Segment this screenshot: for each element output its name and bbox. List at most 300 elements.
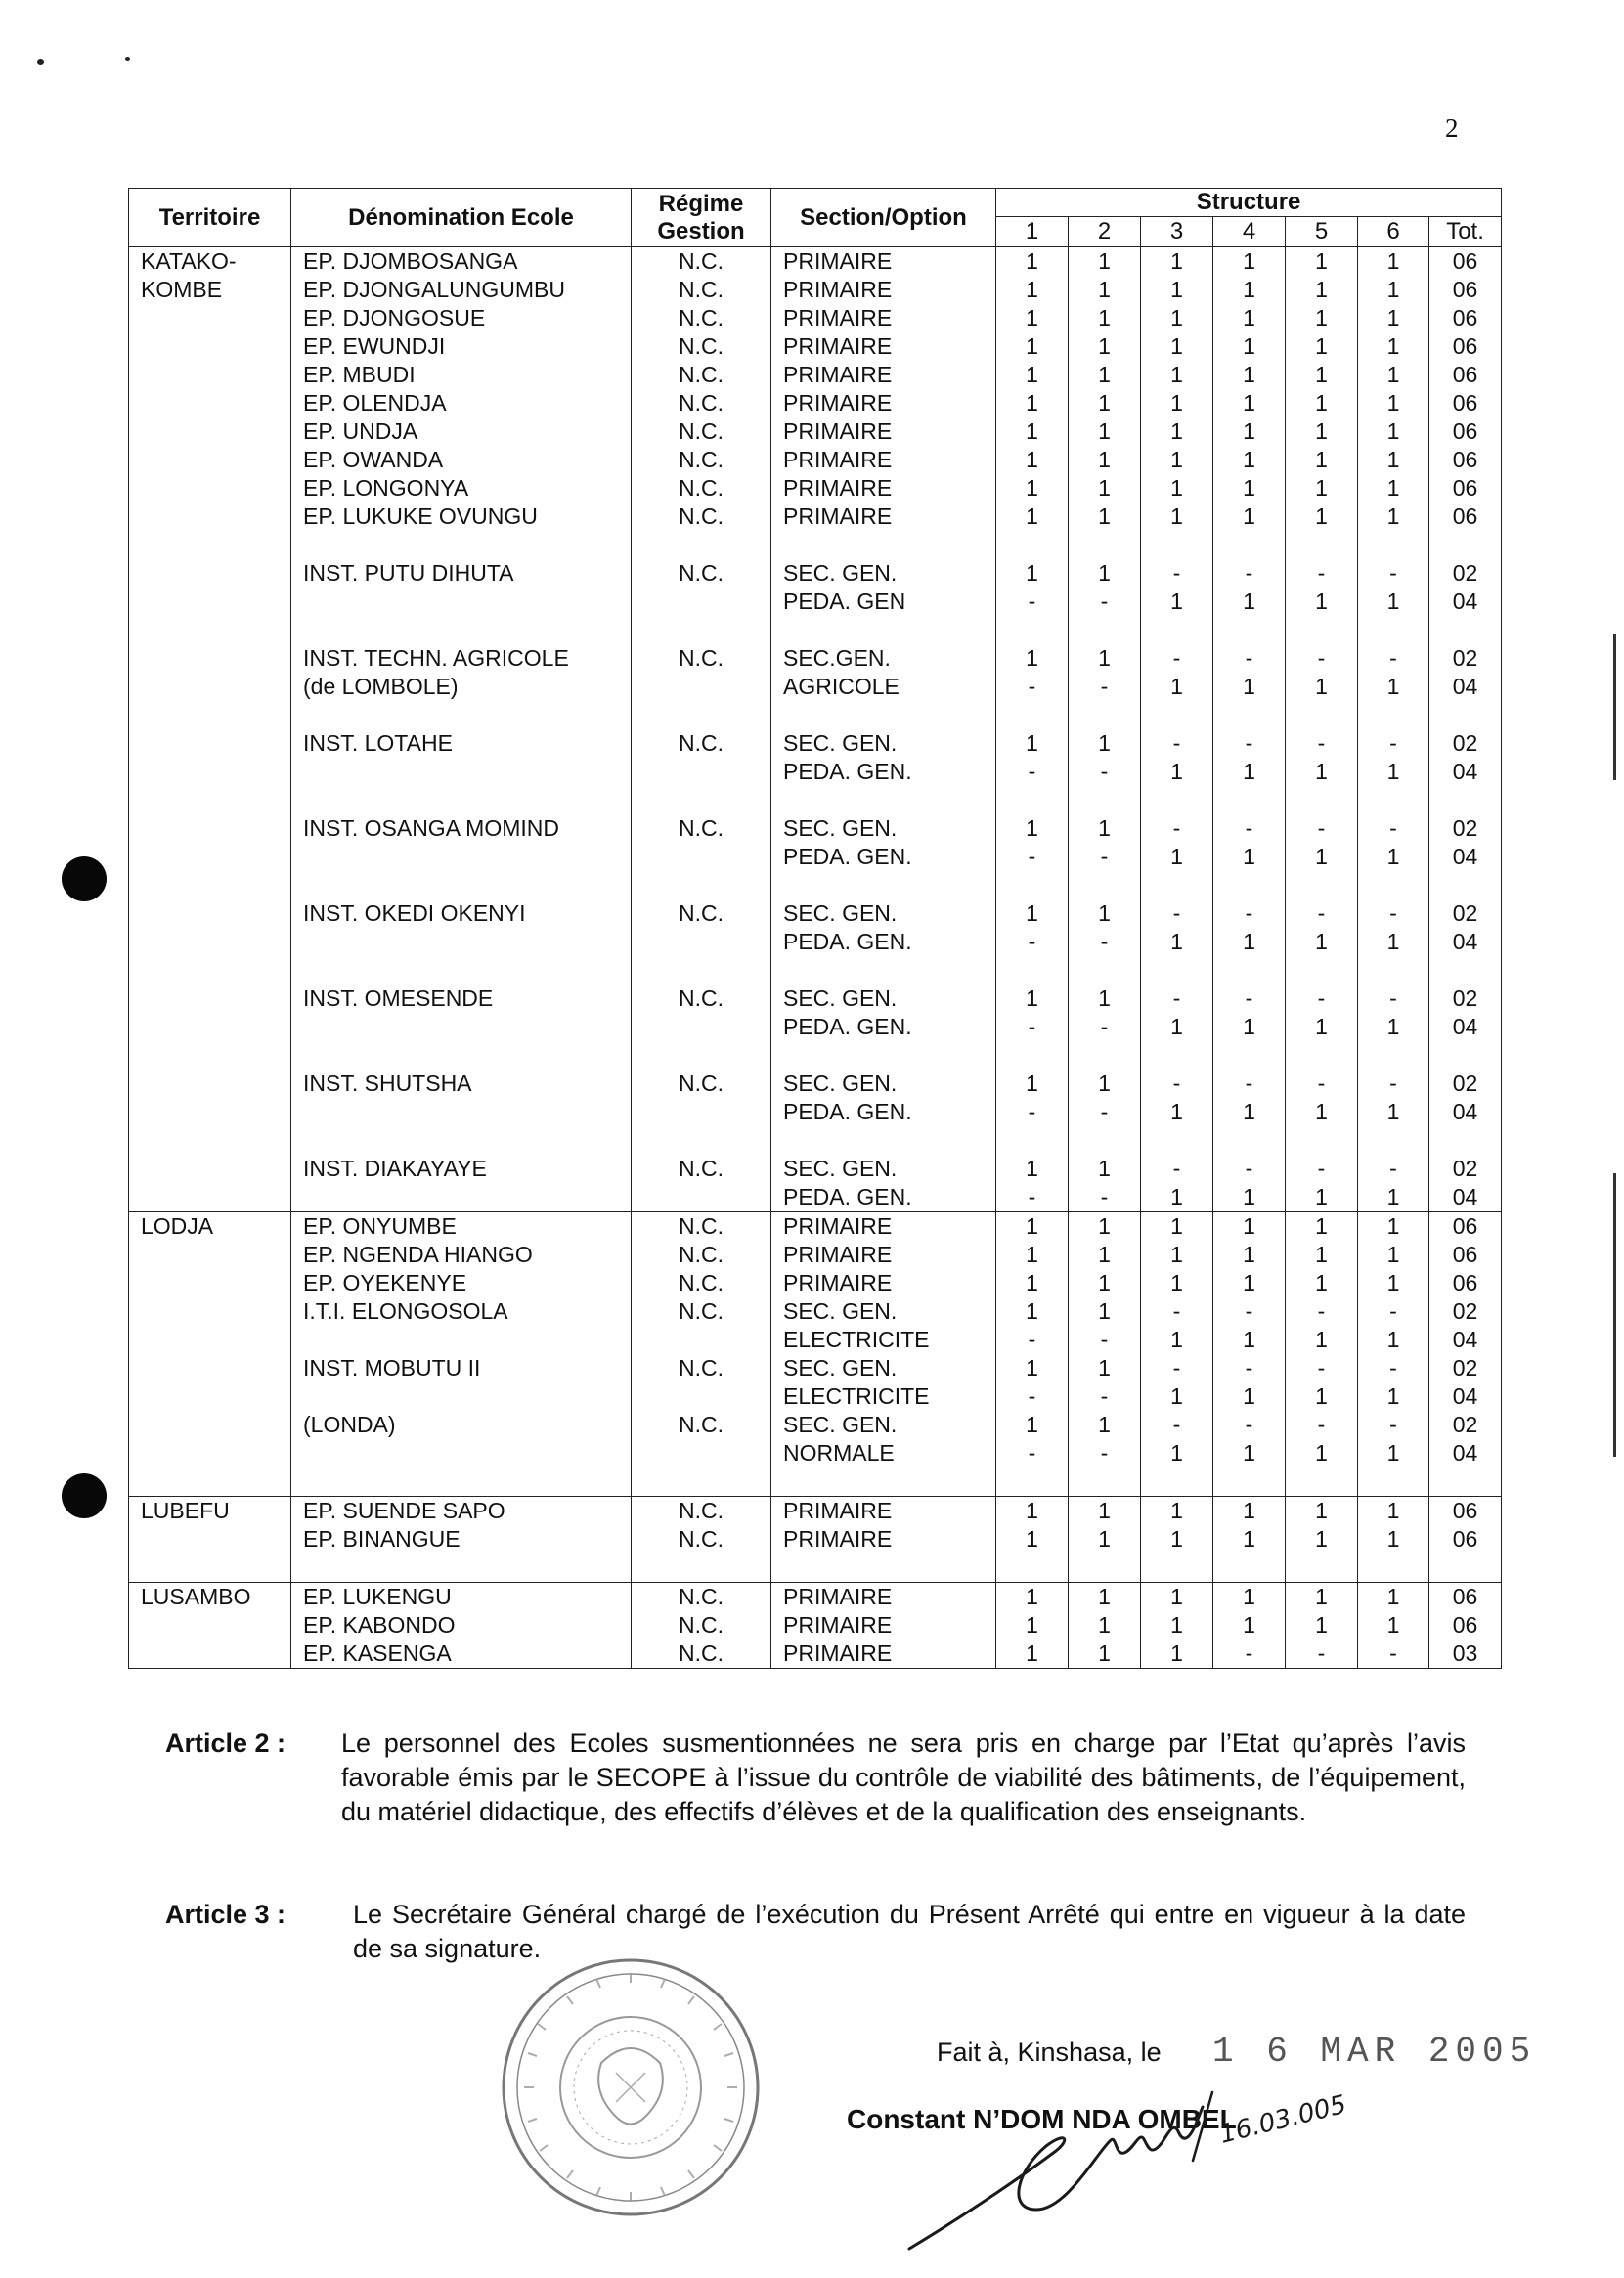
- cell-s6: [1358, 1126, 1429, 1155]
- scan-edge-line: [1613, 634, 1616, 780]
- cell-territoire: [129, 1013, 291, 1041]
- cell-s6: [1358, 871, 1429, 899]
- cell-s1: -: [996, 843, 1069, 871]
- table-row: [129, 1013, 1502, 1041]
- table-row: [129, 616, 1502, 644]
- cell-section: SEC. GEN.: [771, 1411, 996, 1439]
- table-row: [129, 701, 1502, 729]
- cell-s5: 1: [1286, 758, 1358, 786]
- cell-section: AGRICOLE: [771, 673, 996, 701]
- table-row: [129, 531, 1502, 559]
- cell-s1: 1: [996, 1070, 1069, 1098]
- cell-total: 06: [1429, 304, 1502, 332]
- cell-s5: 1: [1286, 1611, 1358, 1640]
- table-row: [129, 1212, 1502, 1242]
- table-row: [129, 814, 1502, 843]
- cell-s5: -: [1286, 985, 1358, 1013]
- cell-section: [771, 871, 996, 899]
- cell-denomination: [291, 1468, 632, 1497]
- table-row: [129, 247, 1502, 277]
- cell-s1: -: [996, 1326, 1069, 1354]
- cell-s4: -: [1213, 729, 1286, 758]
- cell-s1: 1: [996, 1297, 1069, 1326]
- cell-territoire: [129, 616, 291, 644]
- cell-s6: 1: [1358, 758, 1429, 786]
- cell-s5: 1: [1286, 474, 1358, 503]
- cell-s2: [1069, 1554, 1141, 1583]
- cell-regime: [632, 531, 771, 559]
- cell-s3: 1: [1141, 276, 1213, 304]
- cell-s2: [1069, 1041, 1141, 1070]
- header-section: Section/Option: [771, 189, 996, 247]
- table-row: [129, 1241, 1502, 1269]
- cell-territoire: [129, 644, 291, 673]
- table-row: [129, 1525, 1502, 1554]
- cell-s2: 1: [1069, 1070, 1141, 1098]
- signatory-name: Constant N’DOM NDA OMBEL: [847, 2104, 1237, 2134]
- cell-s2: -: [1069, 1098, 1141, 1126]
- cell-s3: 1: [1141, 446, 1213, 474]
- cell-s6: -: [1358, 899, 1429, 928]
- cell-s4: [1213, 871, 1286, 899]
- table-row: [129, 644, 1502, 673]
- cell-denomination: EP. ONYUMBE: [291, 1212, 632, 1242]
- cell-s6: -: [1358, 985, 1429, 1013]
- cell-regime: [632, 1439, 771, 1468]
- cell-s1: -: [996, 1439, 1069, 1468]
- cell-denomination: [291, 616, 632, 644]
- cell-section: SEC. GEN.: [771, 1155, 996, 1183]
- cell-denomination: INST. OSANGA MOMIND: [291, 814, 632, 843]
- table-row: [129, 758, 1502, 786]
- cell-denomination: [291, 758, 632, 786]
- cell-s2: -: [1069, 928, 1141, 956]
- cell-territoire: [129, 1183, 291, 1212]
- cell-territoire: [129, 1439, 291, 1468]
- cell-s5: 1: [1286, 332, 1358, 361]
- punch-hole: [62, 856, 107, 901]
- cell-total: 06: [1429, 1611, 1502, 1640]
- cell-s6: [1358, 786, 1429, 814]
- cell-section: SEC. GEN.: [771, 899, 996, 928]
- cell-total: 06: [1429, 417, 1502, 446]
- cell-denomination: EP. DJONGOSUE: [291, 304, 632, 332]
- cell-total: 02: [1429, 559, 1502, 588]
- cell-section: [771, 1468, 996, 1497]
- header-col-4: 4: [1213, 217, 1286, 247]
- cell-total: 02: [1429, 1070, 1502, 1098]
- cell-s4: 1: [1213, 1183, 1286, 1212]
- cell-territoire: [129, 1640, 291, 1669]
- cell-section: PRIMAIRE: [771, 1611, 996, 1640]
- cell-s4: 1: [1213, 417, 1286, 446]
- cell-s2: [1069, 1468, 1141, 1497]
- cell-s1: 1: [996, 1640, 1069, 1669]
- cell-s6: [1358, 956, 1429, 985]
- cell-regime: N.C.: [632, 1354, 771, 1382]
- cell-territoire: [129, 1354, 291, 1382]
- cell-denomination: EP. SUENDE SAPO: [291, 1497, 632, 1526]
- cell-regime: N.C.: [632, 985, 771, 1013]
- cell-territoire: [129, 1411, 291, 1439]
- cell-total: 04: [1429, 1326, 1502, 1354]
- schools-table: [128, 188, 1502, 1669]
- cell-s2: 1: [1069, 1354, 1141, 1382]
- cell-denomination: EP. OLENDJA: [291, 389, 632, 417]
- cell-s4: 1: [1213, 843, 1286, 871]
- table-row: [129, 1269, 1502, 1297]
- table-row: [129, 843, 1502, 871]
- cell-s4: [1213, 616, 1286, 644]
- cell-regime: N.C.: [632, 1212, 771, 1242]
- table-row: [129, 899, 1502, 928]
- cell-s3: [1141, 701, 1213, 729]
- cell-s1: [996, 701, 1069, 729]
- cell-section: [771, 1126, 996, 1155]
- cell-regime: [632, 956, 771, 985]
- cell-regime: N.C.: [632, 1525, 771, 1554]
- cell-s3: 1: [1141, 1583, 1213, 1612]
- cell-s1: -: [996, 1382, 1069, 1411]
- cell-denomination: INST. SHUTSHA: [291, 1070, 632, 1098]
- cell-s3: 1: [1141, 389, 1213, 417]
- done-at-kinshasa: Fait à, Kinshasa, le: [937, 2037, 1162, 2067]
- cell-s3: 1: [1141, 1013, 1213, 1041]
- cell-regime: N.C.: [632, 304, 771, 332]
- cell-regime: N.C.: [632, 417, 771, 446]
- cell-territoire: [129, 673, 291, 701]
- cell-s3: 1: [1141, 1611, 1213, 1640]
- cell-total: 04: [1429, 1183, 1502, 1212]
- cell-territoire: [129, 1098, 291, 1126]
- cell-s5: 1: [1286, 361, 1358, 389]
- cell-s6: 1: [1358, 843, 1429, 871]
- cell-territoire: [129, 1241, 291, 1269]
- cell-s3: [1141, 616, 1213, 644]
- cell-s4: [1213, 1554, 1286, 1583]
- cell-regime: [632, 1554, 771, 1583]
- cell-territoire: [129, 814, 291, 843]
- cell-s6: 1: [1358, 1497, 1429, 1526]
- cell-s1: -: [996, 1013, 1069, 1041]
- cell-s6: -: [1358, 1354, 1429, 1382]
- cell-s2: 1: [1069, 1241, 1141, 1269]
- cell-s5: [1286, 1126, 1358, 1155]
- cell-s2: 1: [1069, 1525, 1141, 1554]
- cell-denomination: EP. OWANDA: [291, 446, 632, 474]
- cell-s4: -: [1213, 1354, 1286, 1382]
- cell-s3: 1: [1141, 332, 1213, 361]
- scan-speck: [37, 59, 44, 65]
- table-row: [129, 673, 1502, 701]
- cell-section: SEC. GEN.: [771, 1070, 996, 1098]
- cell-regime: [632, 1098, 771, 1126]
- cell-territoire: [129, 928, 291, 956]
- cell-s4: [1213, 1041, 1286, 1070]
- table-row: [129, 871, 1502, 899]
- cell-s5: -: [1286, 1297, 1358, 1326]
- article-3-label: Article 3 :: [165, 1900, 286, 1929]
- cell-s4: 1: [1213, 928, 1286, 956]
- cell-s4: 1: [1213, 758, 1286, 786]
- cell-territoire: [129, 304, 291, 332]
- stamped-date: 1 6 MAR 2005: [1212, 2032, 1537, 2072]
- cell-denomination: (de LOMBOLE): [291, 673, 632, 701]
- cell-s3: 1: [1141, 673, 1213, 701]
- cell-denomination: EP. EWUNDJI: [291, 332, 632, 361]
- cell-regime: [632, 1041, 771, 1070]
- cell-regime: [632, 928, 771, 956]
- cell-section: SEC. GEN.: [771, 814, 996, 843]
- table-row: [129, 1126, 1502, 1155]
- cell-s4: -: [1213, 1411, 1286, 1439]
- cell-s4: 1: [1213, 1583, 1286, 1612]
- cell-section: PEDA. GEN.: [771, 1013, 996, 1041]
- cell-s4: -: [1213, 1640, 1286, 1669]
- cell-denomination: [291, 1098, 632, 1126]
- cell-s2: -: [1069, 1013, 1141, 1041]
- cell-total: 06: [1429, 1583, 1502, 1612]
- cell-s3: 1: [1141, 843, 1213, 871]
- cell-s2: 1: [1069, 304, 1141, 332]
- cell-section: SEC. GEN.: [771, 729, 996, 758]
- cell-s1: 1: [996, 644, 1069, 673]
- handwritten-signature: [900, 2063, 1369, 2258]
- cell-total: [1429, 1041, 1502, 1070]
- table-row: [129, 729, 1502, 758]
- cell-territoire: [129, 956, 291, 985]
- cell-total: 06: [1429, 389, 1502, 417]
- cell-s4: [1213, 1468, 1286, 1497]
- cell-regime: [632, 1126, 771, 1155]
- cell-denomination: [291, 588, 632, 616]
- table-row: [129, 1554, 1502, 1583]
- cell-s1: [996, 616, 1069, 644]
- cell-s1: [996, 531, 1069, 559]
- cell-s4: 1: [1213, 1241, 1286, 1269]
- table-row: [129, 559, 1502, 588]
- cell-s2: 1: [1069, 446, 1141, 474]
- cell-s4: -: [1213, 1297, 1286, 1326]
- cell-s5: -: [1286, 559, 1358, 588]
- cell-territoire: [129, 559, 291, 588]
- article-3-text: Le Secrétaire Général chargé de l’exécution du Présent Arrêté qui entre en vigueur à la date de sa signature.: [353, 1900, 1466, 1963]
- cell-s4: 1: [1213, 1098, 1286, 1126]
- cell-regime: N.C.: [632, 389, 771, 417]
- cell-section: PRIMAIRE: [771, 1497, 996, 1526]
- cell-s2: 1: [1069, 899, 1141, 928]
- cell-s2: 1: [1069, 1212, 1141, 1242]
- cell-s1: 1: [996, 814, 1069, 843]
- cell-territoire: [129, 1525, 291, 1554]
- cell-s6: 1: [1358, 1183, 1429, 1212]
- cell-regime: [632, 616, 771, 644]
- cell-s1: -: [996, 928, 1069, 956]
- cell-s3: 1: [1141, 304, 1213, 332]
- cell-s2: 1: [1069, 1155, 1141, 1183]
- cell-territoire: [129, 1126, 291, 1155]
- cell-s4: -: [1213, 985, 1286, 1013]
- cell-s5: 1: [1286, 1241, 1358, 1269]
- cell-total: 06: [1429, 503, 1502, 531]
- cell-s3: 1: [1141, 503, 1213, 531]
- cell-regime: N.C.: [632, 814, 771, 843]
- cell-s6: -: [1358, 1155, 1429, 1183]
- cell-s1: [996, 956, 1069, 985]
- cell-s3: [1141, 871, 1213, 899]
- cell-s5: 1: [1286, 276, 1358, 304]
- cell-territoire: [129, 871, 291, 899]
- cell-s3: -: [1141, 559, 1213, 588]
- cell-s6: 1: [1358, 1269, 1429, 1297]
- cell-regime: N.C.: [632, 446, 771, 474]
- cell-denomination: EP. LONGONYA: [291, 474, 632, 503]
- table-row: [129, 1640, 1502, 1669]
- cell-section: PEDA. GEN.: [771, 1098, 996, 1126]
- cell-regime: N.C.: [632, 247, 771, 277]
- cell-s3: [1141, 531, 1213, 559]
- article-2-label: Article 2 :: [165, 1729, 286, 1758]
- cell-section: SEC.GEN.: [771, 644, 996, 673]
- punch-hole: [62, 1473, 107, 1518]
- cell-total: [1429, 786, 1502, 814]
- cell-s5: -: [1286, 814, 1358, 843]
- cell-s2: 1: [1069, 1640, 1141, 1669]
- cell-denomination: [291, 1183, 632, 1212]
- header-regime-line2: Gestion: [657, 217, 745, 244]
- cell-s6: -: [1358, 814, 1429, 843]
- cell-s2: 1: [1069, 1297, 1141, 1326]
- cell-s2: 1: [1069, 559, 1141, 588]
- cell-s4: [1213, 786, 1286, 814]
- cell-total: 04: [1429, 928, 1502, 956]
- cell-total: 06: [1429, 1525, 1502, 1554]
- header-denomination: Dénomination Ecole: [291, 189, 632, 247]
- cell-s1: 1: [996, 1212, 1069, 1242]
- cell-s6: 1: [1358, 304, 1429, 332]
- cell-regime: N.C.: [632, 729, 771, 758]
- cell-section: PRIMAIRE: [771, 247, 996, 277]
- table-row: [129, 1070, 1502, 1098]
- table-row: [129, 276, 1502, 304]
- cell-s5: [1286, 786, 1358, 814]
- cell-s4: [1213, 531, 1286, 559]
- cell-s2: 1: [1069, 503, 1141, 531]
- cell-denomination: [291, 1326, 632, 1354]
- cell-s1: 1: [996, 417, 1069, 446]
- cell-regime: N.C.: [632, 1497, 771, 1526]
- cell-total: 03: [1429, 1640, 1502, 1669]
- cell-s3: 1: [1141, 1269, 1213, 1297]
- cell-regime: N.C.: [632, 1611, 771, 1640]
- cell-regime: N.C.: [632, 1583, 771, 1612]
- cell-s5: 1: [1286, 503, 1358, 531]
- header-col-1: 1: [996, 217, 1069, 247]
- cell-territoire: [129, 1468, 291, 1497]
- cell-s1: -: [996, 1183, 1069, 1212]
- cell-s1: 1: [996, 1583, 1069, 1612]
- table-row: [129, 1468, 1502, 1497]
- cell-regime: N.C.: [632, 1269, 771, 1297]
- cell-s1: 1: [996, 503, 1069, 531]
- cell-s5: 1: [1286, 1013, 1358, 1041]
- cell-regime: [632, 786, 771, 814]
- cell-s2: -: [1069, 1183, 1141, 1212]
- cell-s4: -: [1213, 1070, 1286, 1098]
- cell-territoire: [129, 332, 291, 361]
- table-row: [129, 1382, 1502, 1411]
- cell-s6: -: [1358, 1297, 1429, 1326]
- cell-s1: 1: [996, 389, 1069, 417]
- cell-total: [1429, 1126, 1502, 1155]
- table-row: [129, 588, 1502, 616]
- schools-table-body: [129, 247, 1502, 1669]
- cell-total: 04: [1429, 758, 1502, 786]
- cell-s4: -: [1213, 1155, 1286, 1183]
- cell-section: PRIMAIRE: [771, 446, 996, 474]
- cell-total: 04: [1429, 673, 1502, 701]
- cell-s5: [1286, 531, 1358, 559]
- cell-total: [1429, 701, 1502, 729]
- cell-denomination: EP. DJOMBOSANGA: [291, 247, 632, 277]
- cell-denomination: [291, 1126, 632, 1155]
- cell-total: 02: [1429, 644, 1502, 673]
- cell-s1: 1: [996, 446, 1069, 474]
- cell-s1: 1: [996, 332, 1069, 361]
- official-seal: [499, 1955, 763, 2219]
- cell-s2: 1: [1069, 474, 1141, 503]
- cell-s3: 1: [1141, 247, 1213, 277]
- cell-denomination: EP. LUKENGU: [291, 1583, 632, 1612]
- cell-s1: [996, 1554, 1069, 1583]
- cell-s6: 1: [1358, 474, 1429, 503]
- cell-denomination: INST. MOBUTU II: [291, 1354, 632, 1382]
- cell-s4: 1: [1213, 389, 1286, 417]
- cell-denomination: [291, 956, 632, 985]
- table-row: [129, 1098, 1502, 1126]
- cell-s5: [1286, 1041, 1358, 1070]
- cell-s3: 1: [1141, 1212, 1213, 1242]
- cell-s6: 1: [1358, 1583, 1429, 1612]
- table-row: [129, 1611, 1502, 1640]
- cell-denomination: EP. UNDJA: [291, 417, 632, 446]
- cell-total: 04: [1429, 588, 1502, 616]
- cell-regime: [632, 1183, 771, 1212]
- cell-s2: [1069, 616, 1141, 644]
- table-row: [129, 1354, 1502, 1382]
- cell-s6: [1358, 1554, 1429, 1583]
- cell-s6: 1: [1358, 928, 1429, 956]
- cell-section: SEC. GEN.: [771, 985, 996, 1013]
- cell-s6: 1: [1358, 1098, 1429, 1126]
- cell-s5: -: [1286, 1070, 1358, 1098]
- cell-s1: 1: [996, 1241, 1069, 1269]
- cell-section: PEDA. GEN.: [771, 928, 996, 956]
- cell-regime: [632, 1326, 771, 1354]
- cell-s5: 1: [1286, 928, 1358, 956]
- cell-s3: [1141, 1554, 1213, 1583]
- cell-section: PRIMAIRE: [771, 361, 996, 389]
- cell-denomination: INST. OKEDI OKENYI: [291, 899, 632, 928]
- cell-s2: 1: [1069, 729, 1141, 758]
- cell-s6: -: [1358, 1070, 1429, 1098]
- cell-s1: [996, 1468, 1069, 1497]
- cell-s5: [1286, 1554, 1358, 1583]
- cell-denomination: INST. DIAKAYAYE: [291, 1155, 632, 1183]
- cell-section: PRIMAIRE: [771, 304, 996, 332]
- cell-s6: 1: [1358, 446, 1429, 474]
- cell-s3: 1: [1141, 588, 1213, 616]
